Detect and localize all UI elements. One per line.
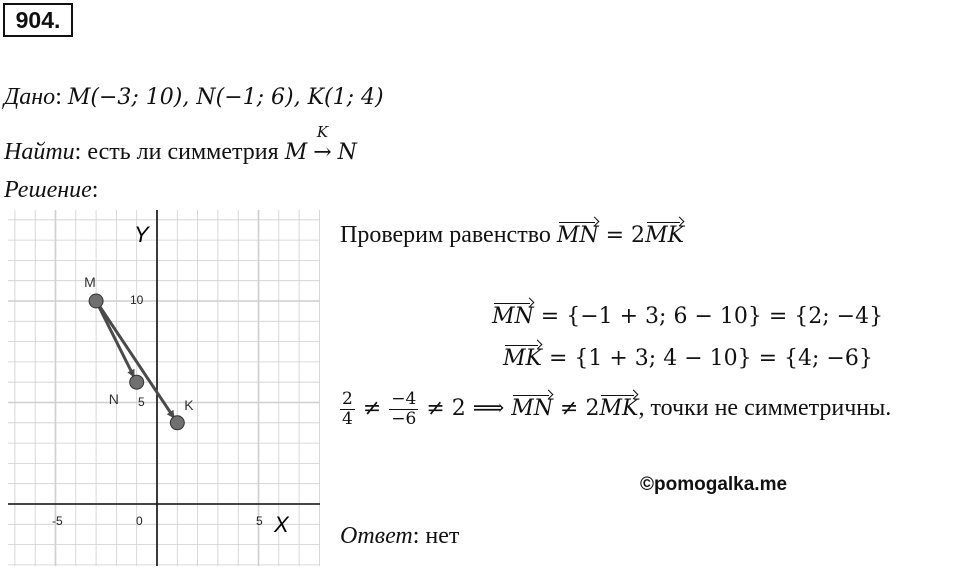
vector-mk: MK xyxy=(503,346,542,371)
point-label-m: M xyxy=(84,274,96,290)
neq-sign: ≠ xyxy=(362,396,382,422)
arrow-symbol: → xyxy=(313,140,332,165)
neq-implies: ≠ 2 ⟹ xyxy=(426,396,512,422)
mn-calc: = {−1 + 3; 6 − 10} = {2; −4} xyxy=(533,304,884,329)
mn-calc-line xyxy=(492,303,883,330)
find-line: Найти: есть ли симметрия M K → N xyxy=(4,123,357,165)
point-n xyxy=(130,375,144,389)
vector-mk: MK xyxy=(645,223,685,248)
point-label-k: K xyxy=(184,396,194,413)
point-label-n: N xyxy=(108,391,119,408)
given-points: M(−3; 10), N(−1; 6), K(1; 4) xyxy=(67,85,384,110)
vector-mn: MN xyxy=(556,223,599,248)
symmetry-center: K xyxy=(316,123,329,141)
mk-calc-line xyxy=(503,345,873,372)
find-label: Найти xyxy=(4,139,75,165)
tick-y-10: 10 xyxy=(130,293,144,307)
vector-mn: MN xyxy=(511,396,554,422)
vector-mk xyxy=(96,301,173,417)
symmetry-arrow xyxy=(313,123,332,166)
mk-calc: = {1 + 3; 4 − 10} = {4; −6} xyxy=(541,346,873,371)
check-eq: = 2 xyxy=(598,223,646,248)
fraction-1: $\frac{2}{4}$ xyxy=(342,389,353,429)
vector-mk: MK xyxy=(599,396,639,422)
conclusion-line xyxy=(338,390,891,429)
conclusion-text: , точки не симметричны. xyxy=(638,395,892,422)
given-line: Дано: M(−3; 10), N(−1; 6), K(1; 4) xyxy=(4,84,384,110)
solution-label: Решение xyxy=(4,177,92,203)
given-label: Дано xyxy=(4,84,56,110)
problem-number: 904. xyxy=(3,3,73,37)
coordinate-graph xyxy=(8,210,320,566)
find-from: M xyxy=(284,140,308,165)
x-axis-label: X xyxy=(274,512,289,537)
point-m xyxy=(89,294,103,308)
answer-label: Ответ xyxy=(340,523,413,549)
point-k xyxy=(170,416,184,430)
neq-two: ≠ 2 xyxy=(553,396,600,422)
tick-y-5: 5 xyxy=(138,395,145,409)
copyright: ©pomogalka.me xyxy=(640,474,788,495)
vectors xyxy=(96,301,173,417)
answer-text: нет xyxy=(425,523,460,549)
find-text: есть ли симметрия xyxy=(87,139,279,165)
check-line xyxy=(340,222,684,249)
tick-x-neg: -5 xyxy=(52,514,63,528)
find-to: N xyxy=(337,140,357,165)
y-axis-label: Y xyxy=(134,222,149,247)
answer-line: Ответ: нет xyxy=(340,523,460,549)
vector-mn xyxy=(96,301,133,376)
solution-line: Решение: xyxy=(4,177,99,203)
tick-x-pos: 5 xyxy=(256,514,263,528)
fraction-2: $\frac{-4}{-6}$ xyxy=(391,389,417,429)
check-text: Проверим равенство xyxy=(340,222,551,248)
tick-x-zero: 0 xyxy=(136,514,143,528)
vector-mn: MN xyxy=(492,304,534,329)
